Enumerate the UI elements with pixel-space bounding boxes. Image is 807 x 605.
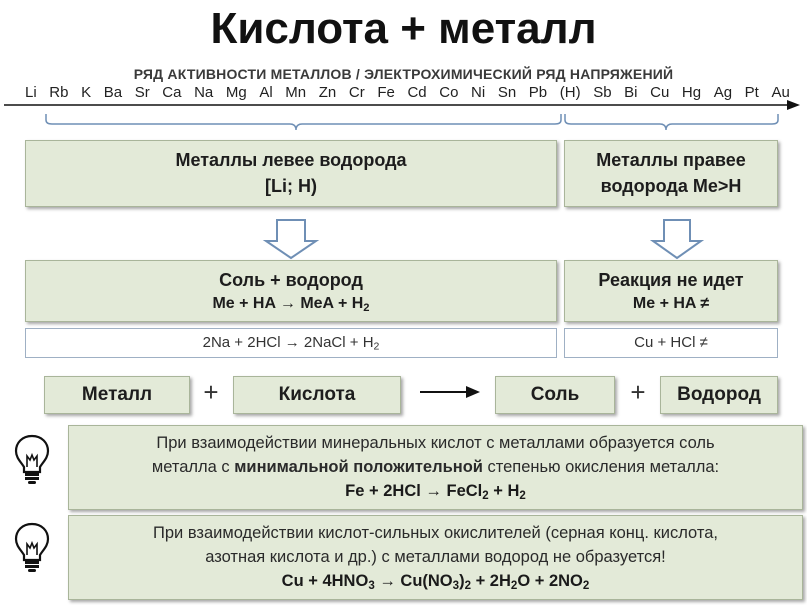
metal-symbol: Ag: [713, 84, 733, 101]
metal-symbol: Cd: [407, 84, 427, 101]
left-result-formula: Me + HA → MeA + $H_2$: [212, 295, 370, 314]
metal-symbol: Sb: [593, 84, 612, 101]
note-strong-oxidizers: [68, 515, 803, 600]
metal-symbol: Zn: [318, 84, 337, 101]
page-title: Кислота + металл: [210, 4, 597, 53]
note-2-equation: $Cu + 4HNO_3 \to Cu(NO_3)_2 + 2H_2O + 2NO_2$: [281, 572, 590, 592]
metal-symbol: Co: [439, 84, 459, 101]
right-group-header-line1: Металлы правее: [596, 150, 746, 170]
scheme-hydrogen: Водород: [660, 376, 778, 414]
note-2-line-2: азотная кислота и др.) с металлами водород не образуется!: [205, 548, 666, 566]
metal-symbol: Pt: [744, 84, 759, 101]
metal-symbol: Ba: [103, 84, 123, 101]
note-2-line-1: При взаимодействии кислот-сильных окислителей (серная конц. кислота,: [153, 524, 718, 542]
metal-symbol: Sn: [497, 84, 517, 101]
left-down-arrow: [266, 220, 316, 258]
metal-symbol: Bi: [624, 84, 638, 101]
metal-symbol: (H): [559, 84, 581, 101]
metal-symbol: Al: [259, 84, 273, 101]
metal-symbol: Li: [25, 84, 37, 101]
scheme-salt: Соль: [495, 376, 615, 414]
metal-symbol: Rb: [49, 84, 69, 101]
activity-series-heading: РЯД АКТИВНОСТИ МЕТАЛЛОВ / ЭЛЕКТРОХИМИЧЕСКИЙ РЯД НАПРЯЖЕНИЙ: [133, 66, 674, 82]
left-result-box: [25, 260, 557, 322]
metal-symbol: Fe: [377, 84, 395, 101]
left-brace: [46, 114, 561, 130]
scheme-arrowhead: [466, 386, 480, 398]
scheme-plus-2: +: [630, 377, 646, 407]
scheme-plus-1: +: [203, 377, 219, 407]
note-1-line-2: металла с минимальной положительной степенью окисления металла:: [151, 458, 720, 476]
lightbulb-icon: [16, 436, 48, 484]
metal-symbol: Au: [771, 84, 790, 101]
series-axis-arrowhead: [787, 100, 800, 110]
metal-symbol: Mn: [285, 84, 307, 101]
left-group-header-line1: Металлы левее водорода: [175, 150, 407, 170]
note-1-line-1: При взаимодействии минеральных кислот с металлами образуется соль: [156, 434, 715, 452]
metal-symbol: Na: [194, 84, 214, 101]
right-result-formula: Me + HA ≠: [632, 295, 710, 312]
metal-symbol: Hg: [681, 84, 702, 101]
left-example: 2Na + 2HCl → 2NaCl + $H_2$: [25, 328, 557, 358]
metal-symbol: Cr: [348, 84, 365, 101]
lightbulb-icon: [16, 524, 48, 572]
metal-symbol: Cu: [650, 84, 670, 101]
metal-symbol: Ca: [162, 84, 182, 101]
right-group-header: [564, 140, 778, 207]
metal-symbol: Ni: [471, 84, 486, 101]
scheme-metal: Металл: [44, 376, 190, 414]
left-group-header-line2: [Li; H): [265, 176, 317, 196]
metal-symbol: Mg: [225, 84, 247, 101]
left-result-title: Соль + водород: [219, 270, 363, 290]
left-group-header: [25, 140, 557, 207]
metal-symbol: Sr: [134, 84, 150, 101]
right-result-box: [564, 260, 778, 322]
scheme-acid: Кислота: [233, 376, 401, 414]
metal-symbol: K: [81, 84, 92, 101]
right-example: Cu + HCl ≠: [564, 328, 778, 358]
right-brace: [565, 114, 778, 130]
note-1-equation: Fe + 2HCl → FeCl$_2$ + $H_2$: [345, 482, 526, 502]
right-group-header-line2: водорода Me>H: [600, 176, 742, 196]
note-min-oxidation: [68, 425, 803, 510]
right-down-arrow: [653, 220, 701, 258]
right-result-title: Реакция не идет: [598, 270, 744, 290]
metal-symbol: Pb: [528, 84, 548, 101]
